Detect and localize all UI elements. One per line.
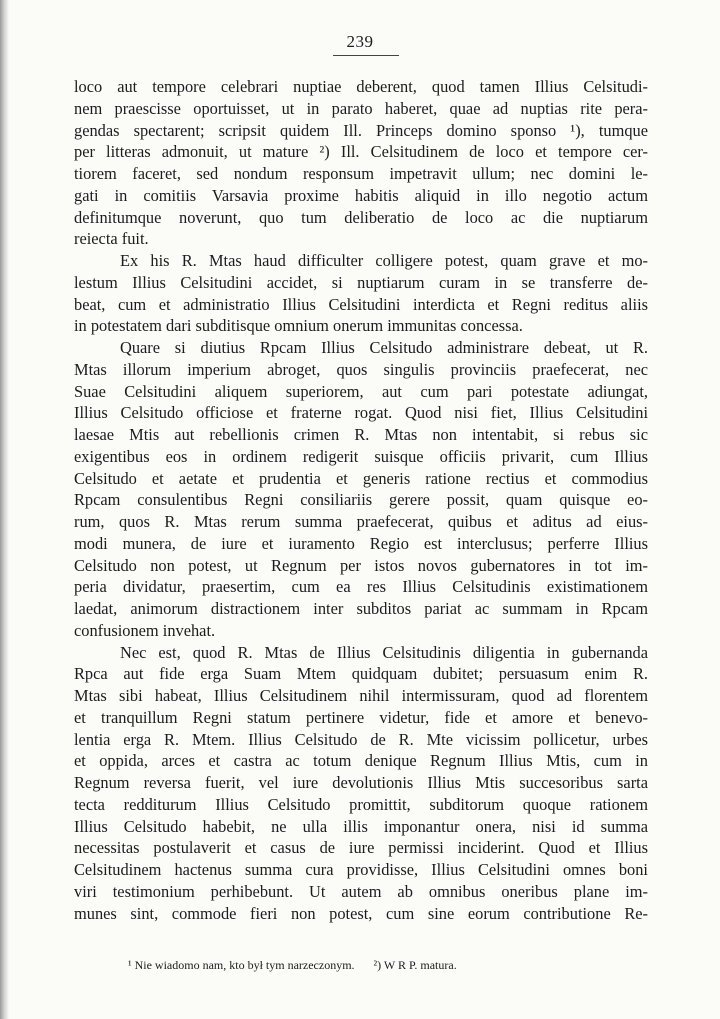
text-line: tecta redditurum Illius Celsitudo promittit, subditorum quoque rationem	[74, 794, 648, 814]
text-line: rum, quos R. Mtas rerum summa praefecerat, quibus et aditus ad eius-	[74, 512, 648, 531]
footnote-2: ²) W R P. matura.	[373, 958, 457, 972]
page-number: 239	[346, 32, 374, 51]
text-line: et tranquillum Regni statum pertinere videtur, fide et amore et benevo-	[74, 707, 648, 727]
text-line: Ex his R. Mtas haud difficulter colligere potest, quam grave et mo-	[120, 251, 648, 270]
footnote-1: ¹ Nie wiadomo nam, kto był tym narzeczonym.	[128, 958, 355, 972]
text-line: Mtas illorum imperium abroget, quos singulis provinciis praefecerat, nec	[74, 359, 648, 379]
text-line: peria dividatur, praesertim, cum ea res Illius Celsitudinis existimationem	[74, 577, 648, 597]
text-line: Regnum reversa fuerit, vel iure devolutionis Illius Mtis succesoribus sarta	[74, 773, 648, 792]
text-line: Illius Celsitudo habebit, ne ulla illis imponantur onera, nisi id summa	[74, 816, 648, 836]
text-line: definitumque noverunt, quo tum deliberatio de loco ac die nuptiarum	[74, 207, 648, 227]
text-line: viri testimonium perhibebunt. Ut autem ab omnibus oneribus plane im-	[74, 881, 648, 901]
text-line: confusionem invehat.	[74, 620, 216, 640]
text-line: Celsitudo non potest, ut Regnum per istos novos gubernatores in tot im-	[74, 555, 648, 575]
text-line: gendas spectarent; scripsit quidem Ill. Princeps domino sponso ¹), tumque	[74, 120, 648, 140]
text-line: Suae Celsitudini aliquem superiorem, aut cum pari potestate adiungat,	[74, 381, 648, 401]
text-line: modi munera, de iure et iuramento Regio est interclusus; perferre Illius	[74, 533, 648, 553]
text-line: Rpcam consulentibus Regni consiliariis gerere possit, quam quisque eo-	[74, 490, 648, 510]
text-line: Nec est, quod R. Mtas de Illius Celsitudinis diligentia in gubernanda	[120, 642, 648, 662]
text-line: Quare si diutius Rpcam Illius Celsitudo administrare debeat, ut R.	[120, 338, 648, 357]
text-line: gati in comitiis Varsavia proxime habitis aliquid in illo negotio actum	[74, 185, 648, 205]
text-line: in potestatem dari subditisque omnium onerum immunitas concessa.	[74, 316, 523, 336]
text-line: per litteras admonuit, ut mature ²) Ill. Celsitudinem de loco et tempore cer-	[74, 142, 648, 162]
text-line: Celsitudo et aetate et prudentia et generis ratione rectius et commodius	[74, 468, 648, 488]
body-text	[74, 76, 648, 924]
text-line: beat, cum et administratio Illius Celsitudini interdicta et Regni reditus aliis	[74, 294, 648, 314]
text-line: et oppida, arces et castra ac totum denique Regnum Illius Mtis, cum in	[74, 751, 648, 771]
text-line: laedat, animorum distractionem inter subditos pariat ac summam in Rpcam	[74, 599, 648, 618]
text-line: lentia erga R. Mtem. Illius Celsitudo de R. Mte vicissim pollicetur, urbes	[74, 729, 648, 749]
text-line: Rpca aut fide erga Suam Mtem quidquam dubitet; persuasum enim R.	[74, 664, 648, 684]
text-line: necessitas postulaverit et casus de iure permissi inciderint. Quod et Illius	[74, 838, 648, 858]
text-line: laesae Mtis aut rebellionis crimen R. Mtas non intentabit, si rebus sic	[74, 425, 648, 444]
text-line: Illius Celsitudo officiose et fraterne rogat. Quod nisi fiet, Illius Celsitudini	[74, 403, 648, 423]
text-line: lestum Illius Celsitudini accidet, si nuptiarum curam in se transferre de-	[74, 272, 648, 292]
text-line: Mtas sibi habeat, Illius Celsitudinem nihil intermissuram, quod ad florentem	[74, 686, 648, 705]
text-line: nem praescisse oportuisset, ut in parato haberet, quae ad nuptias rite pera-	[74, 98, 648, 118]
text-line: loco aut tempore celebrari nuptiae deberent, quod tamen Illius Celsitudi-	[74, 77, 648, 96]
text-line: reiecta fuit.	[74, 229, 149, 249]
text-line: Celsitudinem hactenus summa cura providisse, Illius Celsitudini omnes boni	[74, 860, 648, 879]
text-line: tiorem faceret, sed nondum responsum impetravit ullum; nec domini le-	[74, 164, 648, 183]
text-line: exigentibus eos in ordinem redigerit suisque officiis privarit, cum Illius	[74, 446, 648, 466]
header-rule	[333, 55, 399, 56]
text-line: munes sint, commode fieri non potest, cum sine eorum contributione Re-	[74, 903, 648, 923]
footnotes	[128, 958, 608, 973]
page-binding-edge	[0, 0, 9, 1019]
